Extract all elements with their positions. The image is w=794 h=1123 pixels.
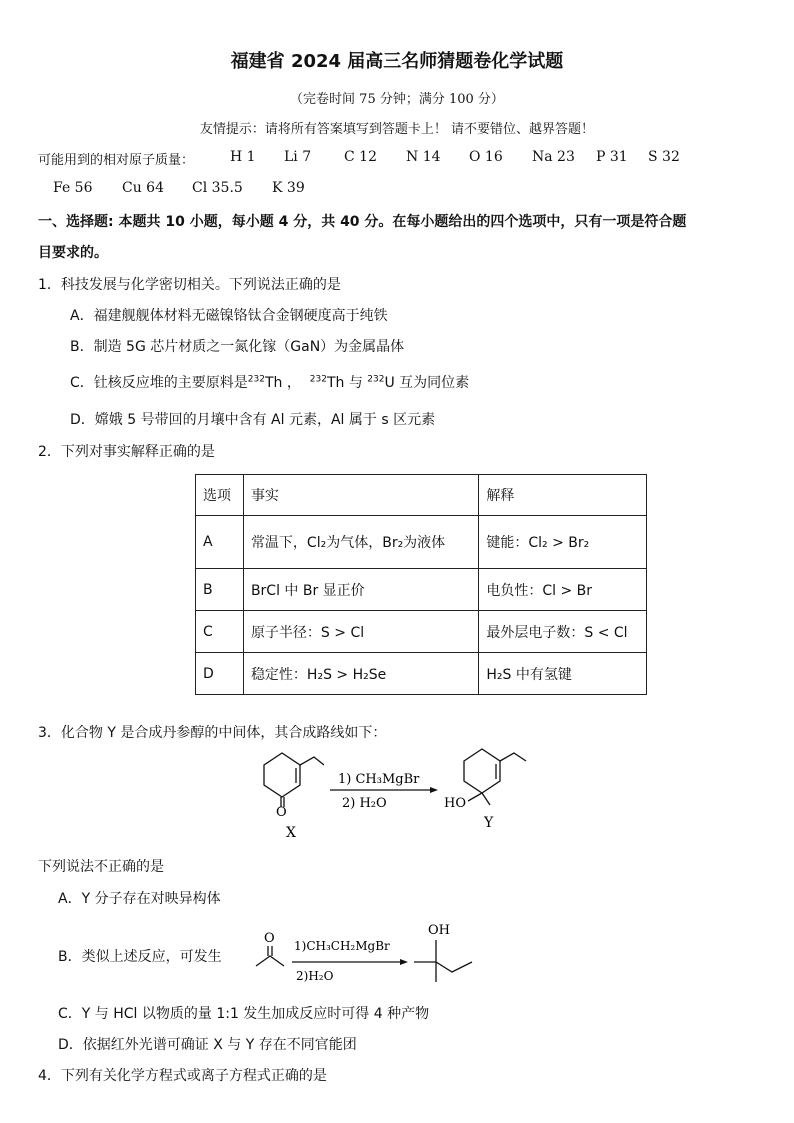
atomic-mass-fe: Fe 56 xyxy=(53,180,93,196)
atomic-mass-p: P 31 xyxy=(596,149,628,165)
atomic-mass-c: C 12 xyxy=(344,149,377,165)
row-option: B xyxy=(196,569,244,611)
product-hydroxyl: OH xyxy=(428,923,450,938)
row-explain: 最外层电子数：S < Cl xyxy=(479,611,647,653)
page-title: 福建省 2024 届高三名师猜题卷化学试题 xyxy=(230,51,564,72)
option-b-arrow-head xyxy=(400,959,408,965)
row-option: C xyxy=(196,611,244,653)
table-header-fact: 事实 xyxy=(243,475,478,516)
atomic-mass-cu: Cu 64 xyxy=(122,180,164,196)
q1-stem: 1．科技发展与化学密切相关。下列说法正确的是 xyxy=(38,277,341,293)
tertiary-alcohol xyxy=(414,940,472,982)
isotope-mass-1: 232 xyxy=(247,374,265,385)
reagent-2: 2) H₂O xyxy=(342,796,387,811)
isotope-symbol-3: U 互为同位素 xyxy=(384,375,470,391)
q1-option-c xyxy=(70,372,469,392)
atomic-mass-s: S 32 xyxy=(648,149,680,165)
acetone xyxy=(256,946,284,966)
row-option: D xyxy=(196,653,244,695)
atomic-mass-na: Na 23 xyxy=(532,149,575,165)
acetone-oxygen: O xyxy=(264,931,275,946)
q3-option-b: B．类似上述反应，可发生 xyxy=(58,949,222,965)
atomic-mass-h: H 1 xyxy=(230,149,256,165)
atomic-mass-cl: Cl 35.5 xyxy=(192,180,243,196)
table-header-row xyxy=(196,475,647,516)
y-hydroxyl: HO xyxy=(444,796,466,811)
q1-option-d: D．嫦娥 5 号带回的月壤中含有 Al 元素，Al 属于 s 区元素 xyxy=(70,412,436,428)
table-header-explain: 解释 xyxy=(479,475,647,516)
atomic-mass-o: O 16 xyxy=(469,149,503,165)
section1-heading-line2: 目要求的。 xyxy=(38,245,108,261)
row-option: A xyxy=(196,516,244,569)
q3-stem: 3．化合物 Y 是合成丹参醇的中间体，其合成路线如下： xyxy=(38,725,387,741)
q1-option-c-prefix: C．钍核反应堆的主要原料是 xyxy=(70,375,248,391)
table-row xyxy=(196,611,647,653)
table-row xyxy=(196,569,647,611)
q3-option-a: A．Y 分子存在对映异构体 xyxy=(58,891,221,907)
option-b-reagent-2: 2)H₂O xyxy=(296,969,334,983)
atomic-mass-k: K 39 xyxy=(272,180,305,196)
q1-option-a: A．福建舰舰体材料无磁镍铬钛合金钢硬度高于纯铁 xyxy=(70,308,388,324)
q3-option-d: D．依据红外光谱可确证 X 与 Y 存在不同官能团 xyxy=(58,1037,357,1053)
q2-stem: 2．下列对事实解释正确的是 xyxy=(38,444,215,460)
exam-duration: （完卷时间 75 分钟；满分 100 分） xyxy=(290,92,504,107)
isotope-mass-2: 232 xyxy=(309,374,327,385)
isotope-mass-3: 232 xyxy=(367,374,385,385)
row-fact: BrCl 中 Br 显正价 xyxy=(243,569,478,611)
atomic-mass-li: Li 7 xyxy=(284,149,312,165)
row-explain: 电负性：Cl > Br xyxy=(479,569,647,611)
arrow-head xyxy=(430,787,438,793)
row-explain: 键能：Cl₂ > Br₂ xyxy=(479,516,647,569)
table-row xyxy=(196,653,647,695)
q3-option-b-scheme xyxy=(240,920,490,990)
atomic-mass-n: N 14 xyxy=(406,149,441,165)
option-b-reagent-1: 1)CH₃CH₂MgBr xyxy=(294,939,390,953)
table-row xyxy=(196,516,647,569)
x-oxygen: O xyxy=(276,805,287,820)
q3-reaction-scheme xyxy=(250,745,550,845)
label-y: Y xyxy=(484,815,494,831)
q4-stem: 4．下列有关化学方程式或离子方程式正确的是 xyxy=(38,1068,327,1084)
label-x: X xyxy=(286,825,296,841)
row-fact: 常温下，Cl₂为气体，Br₂为液体 xyxy=(243,516,478,569)
exam-notice: 友情提示：请将所有答案填写到答题卡上！ 请不要错位、越界答题！ xyxy=(199,122,595,137)
q3-question: 下列说法不正确的是 xyxy=(38,859,164,875)
atomic-mass-label: 可能用到的相对原子质量： xyxy=(38,153,195,168)
isotope-symbol-1: Th ， xyxy=(264,375,301,391)
reagent-1: 1) CH₃MgBr xyxy=(338,772,420,787)
q1-option-b: B．制造 5G 芯片材质之一氮化镓（GaN）为金属晶体 xyxy=(70,339,405,355)
isotope-symbol-2: Th 与 xyxy=(326,375,363,391)
molecule-x xyxy=(264,753,324,807)
row-fact: 原子半径：S > Cl xyxy=(243,611,478,653)
table-header-option: 选项 xyxy=(196,475,244,516)
row-explain: H₂S 中有氢键 xyxy=(479,653,647,695)
q3-option-c: C．Y 与 HCl 以物质的量 1:1 发生加成反应时可得 4 种产物 xyxy=(58,1006,430,1022)
molecule-y xyxy=(464,749,526,805)
q2-table xyxy=(195,474,647,695)
section1-heading-line1: 一、选择题: 本题共 10 小题，每小题 4 分，共 40 分。在每小题给出的四个选项中，只有一项是符合题 xyxy=(38,214,687,230)
row-fact: 稳定性：H₂S > H₂Se xyxy=(243,653,478,695)
